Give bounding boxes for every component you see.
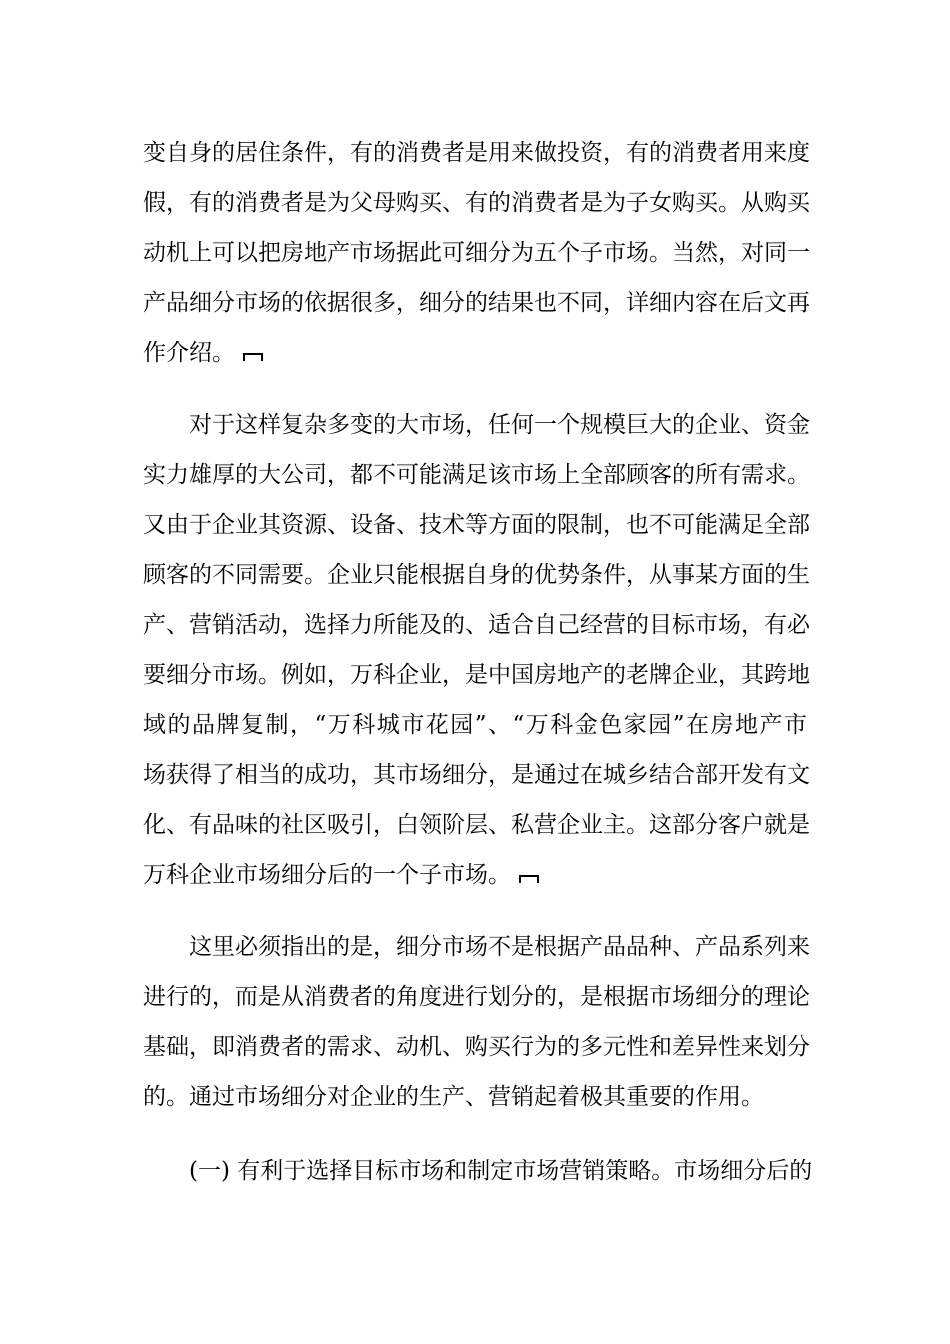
text-line: 基础，即消费者的需求、动机、购买行为的多元性和差异性来划分 (143, 1034, 810, 1060)
text-line-content: 作介绍。 (143, 340, 235, 366)
text-line: (一) 有利于选择目标市场和制定市场营销策略。市场细分后的 (189, 1158, 813, 1184)
text-line: 产、营销活动，选择力所能及的、适合自己经营的目标市场，有必 (143, 612, 810, 638)
text-line: 要细分市场。例如，万科企业，是中国房地产的老牌企业，其跨地 (143, 662, 810, 688)
text-line: 产品细分市场的依据很多，细分的结果也不同，详细内容在后文再 (143, 290, 810, 316)
text-line: 动机上可以把房地产市场据此可细分为五个子市场。当然，对同一 (143, 240, 810, 266)
text-line: 进行的，而是从消费者的角度进行划分的，是根据市场细分的理论 (143, 984, 810, 1010)
text-line: 又由于企业其资源、设备、技术等方面的限制，也不可能满足全部 (143, 512, 810, 538)
text-line: 变自身的居住条件，有的消费者是用来做投资，有的消费者用来度 (143, 140, 810, 166)
text-line (143, 328, 807, 378)
paragraph-3 (143, 922, 810, 1122)
text-line: 顾客的不同需要。企业只能根据自身的优势条件，从事某方面的生 (143, 562, 810, 588)
text-line: 域的品牌复制，“万科城市花园”、“万科金色家园”在房地产市 (143, 712, 807, 738)
text-line: 对于这样复杂多变的大市场，任何一个规模巨大的企业、资金 (189, 412, 810, 438)
text-line: 这里必须指出的是，细分市场不是根据产品品种、产品系列来 (189, 934, 810, 960)
text-line: 场获得了相当的成功，其市场细分，是通过在城乡结合部开发有文 (143, 762, 810, 788)
text-line: 化、有品味的社区吸引，白领阶层、私营企业主。这部分客户就是 (143, 812, 810, 838)
paragraph-2 (143, 400, 810, 900)
text-line-content: 万科企业市场细分后的一个子市场。 (143, 862, 511, 888)
text-line: 的。通过市场细分对企业的生产、营销起着极其重要的作用。 (143, 1084, 764, 1110)
paragraph-1 (143, 128, 810, 378)
text-line: 假，有的消费者是为父母购买、有的消费者是为子女购买。从购买 (143, 190, 810, 216)
paragraph-4 (143, 1146, 813, 1196)
text-line (143, 850, 807, 900)
paragraph-mark-icon (243, 350, 261, 362)
paragraph-mark-icon (519, 872, 537, 884)
text-line: 实力雄厚的大公司，都不可能满足该市场上全部顾客的所有需求。 (143, 462, 810, 488)
